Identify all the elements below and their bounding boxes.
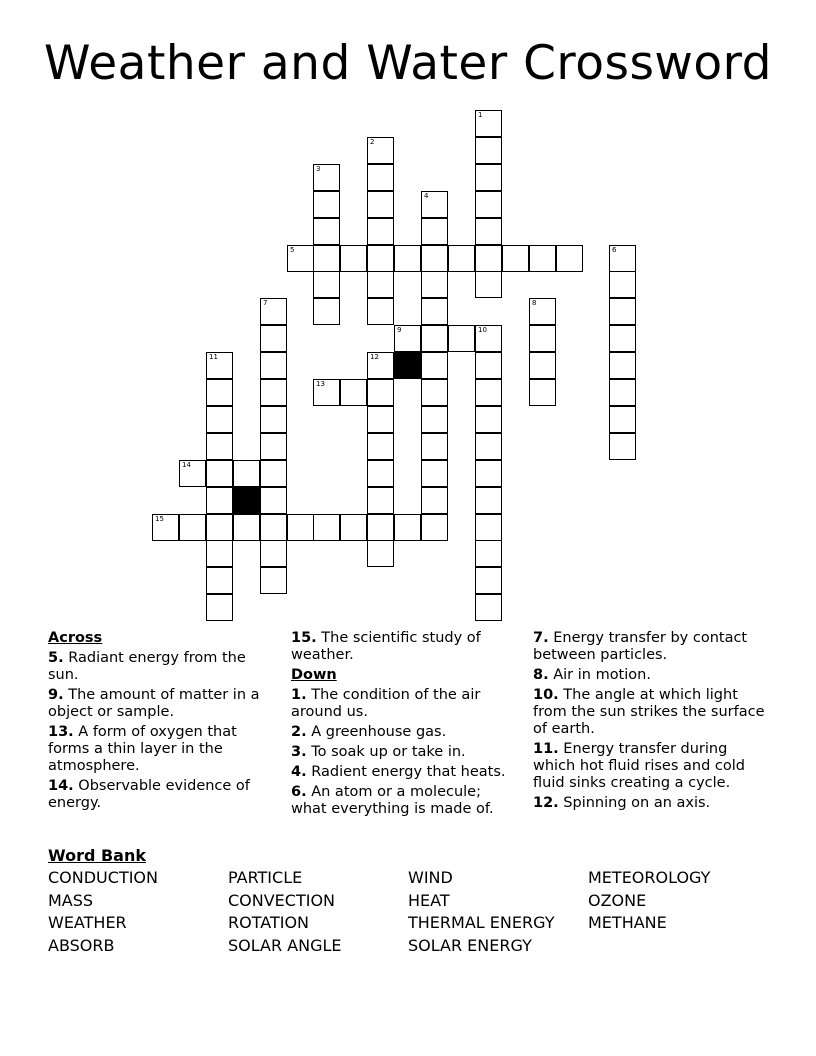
crossword-cell[interactable] — [287, 245, 314, 272]
clue-number: 8 — [532, 299, 537, 307]
crossword-cell[interactable] — [367, 352, 394, 379]
crossword-cell[interactable] — [475, 352, 502, 379]
clue-number: 14 — [182, 461, 191, 469]
word-bank-item: HEAT — [408, 890, 450, 910]
crossword-cell[interactable] — [421, 218, 448, 245]
clue-down-12: 12. Spinning on an axis. — [533, 795, 711, 811]
clue-number: 10 — [478, 326, 487, 334]
page-title: Weather and Water Crossword — [44, 36, 772, 91]
clue-number: 15 — [155, 515, 164, 523]
crossword-cell[interactable] — [260, 379, 287, 406]
crossword-cell[interactable] — [421, 245, 448, 272]
crossword-cell[interactable] — [206, 567, 233, 594]
word-bank-item: ABSORB — [48, 935, 115, 955]
word-bank-item: ROTATION — [228, 913, 309, 933]
crossword-cell[interactable] — [260, 433, 287, 460]
crossword-cell[interactable] — [313, 271, 340, 298]
crossword-cell[interactable] — [475, 406, 502, 433]
crossword-cell[interactable] — [502, 245, 529, 272]
crossword-cell[interactable] — [609, 406, 636, 433]
crossword-cell[interactable] — [260, 487, 287, 514]
crossword-cell[interactable] — [313, 245, 340, 272]
crossword-cell[interactable] — [609, 245, 636, 272]
word-bank-heading: Word Bank — [48, 846, 147, 865]
crossword-cell[interactable] — [260, 514, 287, 541]
crossword-cell[interactable] — [421, 379, 448, 406]
crossword-cell[interactable] — [206, 460, 233, 487]
clue-number: 4 — [424, 192, 429, 200]
clue-number: 12 — [370, 353, 379, 361]
crossword-cell[interactable] — [421, 298, 448, 325]
crossword-cell[interactable] — [260, 352, 287, 379]
crossword-cell[interactable] — [475, 514, 502, 541]
crossword-cell[interactable] — [367, 514, 394, 541]
clue-number: 7 — [263, 299, 268, 307]
crossword-cell[interactable] — [475, 191, 502, 218]
crossword-cell[interactable] — [179, 514, 206, 541]
crossword-cell[interactable] — [609, 433, 636, 460]
crossword-cell[interactable] — [421, 433, 448, 460]
word-bank-item: CONVECTION — [228, 890, 336, 910]
word-bank-item: METEOROLOGY — [588, 868, 711, 887]
down-heading: Down — [291, 667, 337, 683]
crossword-cell[interactable] — [367, 271, 394, 298]
crossword-cell[interactable] — [367, 137, 394, 164]
crossword-cell[interactable] — [475, 594, 502, 621]
crossword-cell[interactable] — [340, 514, 367, 541]
word-bank-item: WIND — [408, 868, 453, 887]
clue-number: 11 — [209, 353, 218, 361]
clue-down-2: 2. A greenhouse gas. — [291, 724, 447, 740]
crossword-cell[interactable] — [367, 487, 394, 514]
clue-number: 3 — [316, 165, 321, 173]
crossword-cell[interactable] — [313, 164, 340, 191]
crossword-cell[interactable] — [394, 514, 421, 541]
clue-down-11: 11. Energy transfer during which hot fluid rises and cold fluid sinks creating a cycle. — [533, 741, 745, 791]
crossword-cell[interactable] — [233, 514, 260, 541]
word-bank-item: SOLAR ANGLE — [228, 935, 342, 955]
word-bank — [48, 846, 768, 957]
crossword-cell[interactable] — [556, 245, 583, 272]
clue-down-6: 6. An atom or a molecule; what everything is made of. — [291, 784, 494, 817]
clue-across-15: 15. The scientific study of weather. — [291, 630, 481, 663]
crossword-cell[interactable] — [475, 460, 502, 487]
crossword-cell[interactable] — [206, 540, 233, 567]
crossword-cell[interactable] — [313, 379, 340, 406]
clues-column-2 — [291, 630, 513, 821]
crossword-cell[interactable] — [609, 379, 636, 406]
crossword-cell[interactable] — [260, 298, 287, 325]
word-bank-list — [48, 867, 768, 957]
crossword-cell[interactable] — [609, 271, 636, 298]
clue-number: 13 — [316, 380, 325, 388]
clue-down-7: 7. Energy transfer by contact between particles. — [533, 630, 748, 663]
crossword-cell[interactable] — [475, 245, 502, 272]
word-bank-item: MASS — [48, 890, 94, 910]
crossword-cell[interactable] — [367, 433, 394, 460]
clue-down-3: 3. To soak up or take in. — [291, 744, 466, 760]
crossword-cell[interactable] — [313, 514, 340, 541]
word-bank-item: CONDUCTION — [48, 868, 158, 887]
crossword-cell[interactable] — [260, 406, 287, 433]
clue-across-13: 13. A form of oxygen that forms a thin layer in the atmosphere. — [48, 724, 237, 774]
crossword-cell[interactable] — [421, 325, 448, 352]
crossword-cell[interactable] — [609, 352, 636, 379]
crossword-cell[interactable] — [421, 406, 448, 433]
crossword-cell[interactable] — [475, 487, 502, 514]
crossword-cell[interactable] — [529, 352, 556, 379]
crossword-cell[interactable] — [367, 406, 394, 433]
clue-down-8: 8. Air in motion. — [533, 667, 651, 683]
crossword-cell[interactable] — [152, 514, 179, 541]
crossword-cell[interactable] — [206, 352, 233, 379]
crossword-cell[interactable] — [206, 406, 233, 433]
crossword-cell[interactable] — [367, 218, 394, 245]
crossword-cell[interactable] — [206, 594, 233, 621]
crossword-cell[interactable] — [260, 567, 287, 594]
crossword-cell[interactable] — [421, 487, 448, 514]
crossword-cell[interactable] — [394, 325, 421, 352]
clues-column-1 — [48, 630, 270, 815]
crossword-cell[interactable] — [394, 245, 421, 272]
crossword-cell[interactable] — [448, 325, 475, 352]
crossword-cell[interactable] — [609, 298, 636, 325]
crossword-cell[interactable] — [475, 433, 502, 460]
crossword-cell[interactable] — [609, 325, 636, 352]
crossword-cell[interactable] — [529, 379, 556, 406]
crossword-cell[interactable] — [367, 540, 394, 567]
crossword-cell[interactable] — [529, 325, 556, 352]
crossword-cell[interactable] — [179, 460, 206, 487]
crossword-cell[interactable] — [313, 218, 340, 245]
crossword-cell[interactable] — [475, 379, 502, 406]
word-bank-item: THERMAL ENERGY — [408, 913, 555, 933]
crossword-black-cell — [233, 487, 260, 514]
clue-number: 1 — [478, 111, 483, 119]
word-bank-item: OZONE — [588, 890, 647, 910]
clue-number: 5 — [290, 246, 295, 254]
clue-across-14: 14. Observable evidence of energy. — [48, 778, 250, 811]
crossword-cell[interactable] — [206, 487, 233, 514]
crossword-cell[interactable] — [367, 245, 394, 272]
crossword-cell[interactable] — [421, 460, 448, 487]
clue-number: 2 — [370, 138, 375, 146]
crossword-cell[interactable] — [475, 164, 502, 191]
crossword-cell[interactable] — [206, 514, 233, 541]
crossword-cell[interactable] — [367, 379, 394, 406]
word-bank-item: SOLAR ENERGY — [408, 935, 532, 955]
crossword-cell[interactable] — [260, 460, 287, 487]
crossword-cell[interactable] — [475, 271, 502, 298]
crossword-cell[interactable] — [421, 352, 448, 379]
clues-column-3 — [533, 630, 768, 815]
crossword-cell[interactable] — [475, 137, 502, 164]
across-heading: Across — [48, 630, 103, 646]
crossword-cell[interactable] — [367, 298, 394, 325]
crossword-cell[interactable] — [421, 271, 448, 298]
word-bank-item: WEATHER — [48, 913, 127, 933]
crossword-cell[interactable] — [475, 218, 502, 245]
crossword-cell[interactable] — [367, 191, 394, 218]
crossword-cell[interactable] — [367, 164, 394, 191]
crossword-cell[interactable] — [367, 460, 394, 487]
clue-across-9: 9. The amount of matter in a object or sample. — [48, 687, 260, 720]
crossword-cell[interactable] — [475, 540, 502, 567]
crossword-cell[interactable] — [260, 325, 287, 352]
crossword-cell[interactable] — [206, 433, 233, 460]
crossword-cell[interactable] — [475, 110, 502, 137]
crossword-cell[interactable] — [260, 540, 287, 567]
crossword-cell[interactable] — [529, 245, 556, 272]
crossword-cell[interactable] — [233, 460, 260, 487]
clue-down-10: 10. The angle at which light from the sun strikes the surface of earth. — [533, 687, 765, 737]
clue-across-5: 5. Radiant energy from the sun. — [48, 650, 246, 683]
crossword-black-cell — [394, 352, 421, 379]
crossword-cell[interactable] — [475, 325, 502, 352]
crossword-cell[interactable] — [313, 191, 340, 218]
clue-number: 6 — [612, 246, 617, 254]
crossword-cell[interactable] — [340, 379, 367, 406]
clue-down-4: 4. Radient energy that heats. — [291, 764, 506, 780]
word-bank-item: METHANE — [588, 913, 667, 933]
crossword-cell[interactable] — [287, 514, 314, 541]
crossword-cell[interactable] — [206, 379, 233, 406]
crossword-cell[interactable] — [421, 514, 448, 541]
word-bank-item: PARTICLE — [228, 868, 303, 887]
crossword-cell[interactable] — [448, 245, 475, 272]
crossword-cell[interactable] — [529, 298, 556, 325]
clue-down-1: 1. The condition of the air around us. — [291, 687, 481, 720]
crossword-cell[interactable] — [421, 191, 448, 218]
crossword-cell[interactable] — [313, 298, 340, 325]
clue-number: 9 — [397, 326, 402, 334]
crossword-cell[interactable] — [340, 245, 367, 272]
crossword-cell[interactable] — [475, 567, 502, 594]
